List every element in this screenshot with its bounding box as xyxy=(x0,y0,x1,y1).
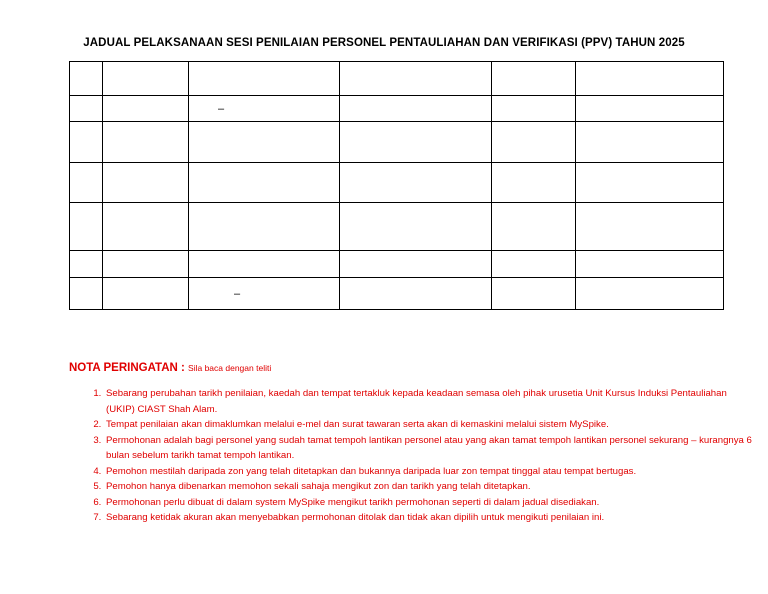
table-cell xyxy=(340,62,492,96)
table-cell xyxy=(576,96,724,122)
table-cell xyxy=(340,96,492,122)
table-cell xyxy=(340,251,492,278)
table-cell xyxy=(576,278,724,310)
table-cell xyxy=(70,122,103,163)
table-cell xyxy=(189,278,340,310)
table-cell xyxy=(103,163,189,203)
list-item: 2. Tempat penilaian akan dimaklumkan melalui e-mel dan surat tawaran serta akan di kemaskini melalui sistem MySpike. xyxy=(104,417,754,433)
page-title: JADUAL PELAKSANAAN SESI PENILAIAN PERSONEL PENTAULIAHAN DAN VERIFIKASI (PPV) TAHUN 2025 xyxy=(83,37,685,49)
table-cell xyxy=(576,163,724,203)
table-cell xyxy=(340,203,492,251)
table-row xyxy=(70,163,724,203)
table-row xyxy=(70,203,724,251)
table-cell xyxy=(70,163,103,203)
schedule-table xyxy=(69,61,724,310)
table-cell xyxy=(492,122,576,163)
table-cell xyxy=(576,251,724,278)
table-cell xyxy=(103,62,189,96)
table-cell xyxy=(576,203,724,251)
table-cell xyxy=(70,278,103,310)
list-item: 7. Sebarang ketidak akuran akan menyebabkan permohonan ditolak dan tidak akan dipilih untuk mengikuti penilaian ini. xyxy=(104,510,754,526)
table-cell xyxy=(70,251,103,278)
table-cell xyxy=(492,163,576,203)
table-cell xyxy=(492,96,576,122)
table-cell xyxy=(189,96,340,122)
table-cell xyxy=(340,278,492,310)
table-cell xyxy=(70,203,103,251)
table-cell xyxy=(103,278,189,310)
table-cell xyxy=(492,251,576,278)
dash-text: – xyxy=(218,102,225,115)
table-row xyxy=(70,122,724,163)
table-row xyxy=(70,96,724,122)
table-cell xyxy=(492,62,576,96)
nota-subheading: Sila baca dengan teliti xyxy=(188,363,272,373)
table-row xyxy=(70,62,724,96)
table-cell xyxy=(576,122,724,163)
dash-text: – xyxy=(234,287,241,300)
table-cell xyxy=(492,278,576,310)
list-item: 4. Pemohon mestilah daripada zon yang telah ditetapkan dan bukannya daripada luar zon tempat tinggal atau tempat bertugas. xyxy=(104,464,754,480)
table-row xyxy=(70,251,724,278)
table-cell xyxy=(189,62,340,96)
table-cell xyxy=(189,251,340,278)
table-cell xyxy=(576,62,724,96)
nota-heading-text: NOTA PERINGATAN : xyxy=(69,362,185,374)
table-cell xyxy=(103,122,189,163)
table-cell xyxy=(103,96,189,122)
table-cell xyxy=(189,163,340,203)
list-item: 3. Permohonan adalah bagi personel yang sudah tamat tempoh lantikan personel atau yang akan tamat tempoh lantikan personel sekurang – kurangnya 6 bulan sebelum tarikh tamat tempoh lantikan. xyxy=(104,433,754,464)
table-cell xyxy=(103,203,189,251)
list-item: 5. Pemohon hanya dibenarkan memohon sekali sahaja mengikut zon dan tarikh yang telah ditetapkan. xyxy=(104,479,754,495)
nota-peringatan-heading xyxy=(69,362,271,374)
table-cell xyxy=(103,251,189,278)
table-cell xyxy=(70,62,103,96)
table-row xyxy=(70,278,724,310)
table-cell xyxy=(340,163,492,203)
table-cell xyxy=(189,203,340,251)
table-cell xyxy=(340,122,492,163)
list-item: 1. Sebarang perubahan tarikh penilaian, kaedah dan tempat tertakluk kepada keadaan semasa oleh pihak urusetia Unit Kursus Induksi Pentauliahan (UKIP) CIAST Shah Alam. xyxy=(104,386,754,417)
list-item: 6. Permohonan perlu dibuat di dalam system MySpike mengikut tarikh permohonan seperti di dalam jadual disediakan. xyxy=(104,495,754,511)
table-cell xyxy=(492,203,576,251)
table-cell xyxy=(189,122,340,163)
notes-list xyxy=(69,386,754,526)
table-cell xyxy=(70,96,103,122)
